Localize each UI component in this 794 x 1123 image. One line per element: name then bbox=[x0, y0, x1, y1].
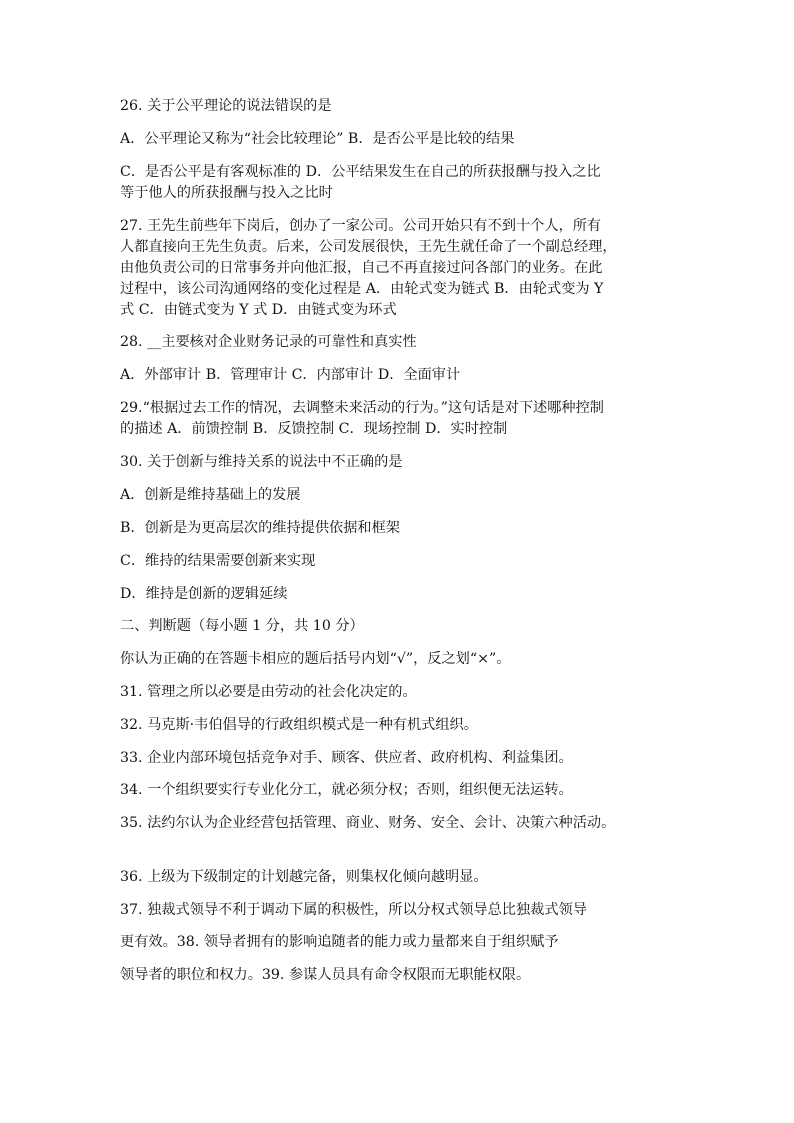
question-27-line-2: 人都直接向王先生负责。后来，公司发展很快，王先生就任命了一个副总经理， bbox=[120, 239, 617, 255]
question-26-options-ab: A．公平理论又称为“社会比较理论” B．是否公平是比较的结果 bbox=[120, 131, 515, 147]
question-30-option-b: B．创新是为更高层次的维持提供依据和框架 bbox=[120, 520, 400, 536]
question-29-line-2: 的描述 A．前馈控制 B．反馈控制 C．现场控制 D．实时控制 bbox=[120, 421, 508, 437]
section-heading: 二、判断题（每小题 1 分，共 10 分） bbox=[120, 618, 364, 634]
question-31: 31. 管理之所以必要是由劳动的社会化决定的。 bbox=[120, 684, 417, 700]
question-37-38-line: 更有效。38. 领导者拥有的影响追随者的能力或力量都来自于组织赋予 bbox=[120, 934, 559, 950]
question-26-options-cd: C．是否公平是有客观标准的 D．公平结果发生在自己的所获报酬与投入之比 bbox=[120, 164, 601, 180]
question-38-39-line: 领导者的职位和权力。39. 参谋人员具有命令权限而无职能权限。 bbox=[120, 967, 531, 983]
question-34: 34. 一个组织要实行专业化分工，就必须分权；否则，组织便无法运转。 bbox=[120, 782, 573, 798]
question-32: 32. 马克斯·韦伯倡导的行政组织模式是一种有机式组织。 bbox=[120, 717, 478, 733]
question-30-option-a: A．创新是维持基础上的发展 bbox=[120, 487, 301, 503]
question-26-options-cd-cont: 等于他人的所获报酬与投入之比时 bbox=[120, 185, 333, 201]
question-35: 35. 法约尔认为企业经营包括管理、商业、财务、安全、会计、决策六种活动。 bbox=[120, 815, 616, 831]
question-36: 36. 上级为下级制定的计划越完备，则集权化倾向越明显。 bbox=[120, 869, 488, 885]
question-29-line-1: 29.“根据过去工作的情况，去调整未来活动的行为。”这句话是对下述哪种控制 bbox=[120, 400, 604, 416]
question-27-line-1: 27. 王先生前些年下岗后，创办了一家公司。公司开始只有不到十个人，所有 bbox=[120, 218, 602, 234]
question-30-option-c: C．维持的结果需要创新来实现 bbox=[120, 553, 316, 569]
section-instructions: 你认为正确的在答题卡相应的题后括号内划“√”，反之划“×”。 bbox=[120, 651, 511, 667]
question-28-options: A．外部审计 B．管理审计 C．内部审计 D．全面审计 bbox=[120, 367, 461, 383]
question-27-line-3: 由他负责公司的日常事务并向他汇报，自己不再直接过问各部门的业务。在此 bbox=[120, 260, 603, 276]
question-30: 30. 关于创新与维持关系的说法中不正确的是 bbox=[120, 454, 403, 470]
question-30-option-d: D．维持是创新的逻辑延续 bbox=[120, 586, 288, 602]
question-33: 33. 企业内部环境包括竞争对手、顾客、供应者、政府机构、利益集团。 bbox=[120, 750, 573, 766]
question-26: 26. 关于公平理论的说法错误的是 bbox=[120, 98, 332, 114]
question-27-line-5: 式 C．由链式变为 Y 式 D．由链式变为环式 bbox=[120, 302, 397, 318]
question-28: 28. __主要核对企业财务记录的可靠性和真实性 bbox=[120, 334, 417, 350]
question-27-line-4: 过程中，该公司沟通网络的变化过程是 A．由轮式变为链式 B．由轮式变为 Y bbox=[120, 281, 604, 297]
question-37-line-1: 37. 独裁式领导不利于调动下属的积极性，所以分权式领导总比独裁式领导 bbox=[120, 902, 587, 918]
